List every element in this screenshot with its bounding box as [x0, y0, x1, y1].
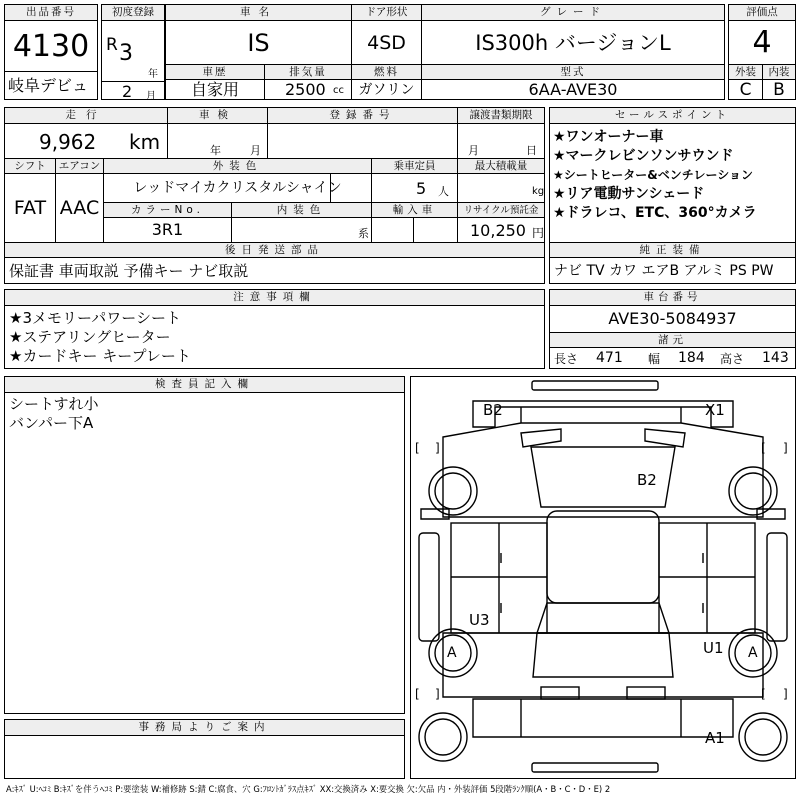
int-color-cell	[231, 218, 371, 242]
capacity-cell	[371, 174, 457, 202]
first-reg-year: 3	[119, 41, 133, 66]
fuel-label: 燃料	[351, 64, 421, 80]
inspection-label: 車検	[167, 108, 267, 124]
bracket-mark: ]	[435, 441, 440, 455]
car-info-box	[165, 4, 725, 100]
transfer-day-unit: 日	[526, 144, 537, 157]
height-value: 143	[762, 350, 789, 366]
door-label: ドア形状	[351, 5, 421, 21]
color-no-label: カラーNo.	[103, 202, 231, 218]
damage-mark-rear: A1	[705, 729, 725, 747]
capacity-label: 乗車定員	[371, 158, 457, 174]
max-load-label: 最大積載量	[457, 158, 544, 174]
inspector-line: バンパー下A	[9, 414, 94, 432]
later-parts-label: 後日発送部品	[5, 242, 544, 258]
import-label: 輸入車	[371, 202, 457, 218]
max-load-unit: kg	[532, 186, 544, 197]
notes-list	[9, 309, 539, 367]
plate-label: 登録番号	[267, 108, 457, 124]
model-value: 6AA-AVE30	[421, 80, 724, 100]
bracket-mark: ]	[783, 441, 788, 455]
aircon-label: エアコン	[55, 158, 103, 174]
sales-point-item: ★ドラレコ、ETC、360°カメラ	[553, 205, 757, 221]
specs-row	[550, 348, 795, 368]
damage-mark-right-door: U1	[703, 639, 724, 657]
equipment-label: 純正装備	[550, 242, 795, 258]
transfer-cell	[457, 124, 544, 158]
grade-label: グレード	[421, 5, 724, 21]
exterior-label: 外装	[729, 64, 762, 80]
notes-label: 注意事項欄	[5, 290, 544, 306]
length-label: 長さ	[554, 352, 579, 366]
damage-mark-right-wheel: A	[748, 645, 758, 661]
shift-label: シフト	[5, 158, 55, 174]
width-label: 幅	[648, 352, 661, 366]
sales-point-item: ★シートヒーター&ベンチレーション	[553, 168, 754, 182]
lot-number: 4130	[12, 29, 90, 64]
color-no-value: 3R1	[103, 218, 231, 242]
bracket-mark: ]	[783, 687, 788, 701]
legend-text: A:ｷｽﾞ U:ﾍｺﾐ B:ｷｽﾞを伴うﾍｺﾐ P:要塗装 W:補修跡 S:錆 C:腐食、穴 G:ﾌﾛﾝﾄｶﾞﾗｽ点ｷｽﾞ XX:交換済み X:要交換 欠:欠品 内・外装評価 5段階ﾗﾝｸ順(A・B・C・D・E) 2	[6, 784, 611, 794]
ext-color-value: レッドマイカクリスタルシャイン	[103, 174, 371, 202]
mileage-cell	[5, 124, 167, 158]
note-item: ★3メモリーパワーシート	[9, 309, 181, 327]
score-label: 評価点	[729, 5, 795, 21]
transfer-label: 譲渡書類期限	[457, 108, 544, 124]
first-reg-month: 2	[122, 83, 133, 101]
score-value: 4	[752, 25, 772, 60]
height-label: 高さ	[720, 352, 745, 366]
vehicle-detail-box	[4, 107, 545, 284]
history-value: 自家用	[190, 80, 239, 99]
model-label: 型式	[421, 64, 724, 80]
aircon-value: AAC	[55, 174, 103, 242]
inspection-cell	[167, 124, 267, 158]
later-parts-value: 保証書 車両取説 予備キー ナビ取説	[9, 262, 249, 280]
grade-value: IS300h バージョンL	[421, 21, 724, 65]
displacement-unit: cc	[333, 85, 344, 96]
chassis-value: AVE30-5084937	[608, 309, 737, 328]
history-label: 車歴	[166, 64, 264, 80]
max-load-cell	[457, 174, 544, 202]
damage-diagram	[410, 376, 796, 779]
sales-points-label: セールスポイント	[550, 108, 795, 124]
inspector-box	[4, 376, 405, 714]
damage-mark-front-right: X1	[705, 401, 725, 419]
import-divider	[413, 218, 414, 242]
sales-points-list	[553, 128, 795, 242]
shift-value: FAT	[13, 197, 47, 219]
sales-point-item: ★マークレビンソンサウンド	[553, 148, 734, 164]
note-item: ★カードキー キープレート	[9, 347, 191, 365]
capacity-value: 5	[416, 179, 427, 198]
damage-mark-left-wheel: A	[447, 645, 457, 661]
displacement-cell	[264, 80, 351, 100]
era-letter: R	[106, 35, 118, 55]
recycle-unit: 円	[532, 226, 544, 240]
sales-points-box	[549, 107, 796, 284]
bracket-mark: ]	[435, 687, 440, 701]
venue-name: 岐阜デビュ	[5, 71, 97, 99]
int-color-label: 内装色	[231, 202, 371, 218]
bracket-mark: [	[415, 441, 420, 455]
chassis-label: 車台番号	[550, 290, 795, 306]
specs-label: 諸元	[550, 332, 795, 348]
lot-box	[4, 4, 98, 100]
displacement-label: 排気量	[264, 64, 351, 80]
ext-color-label: 外装色	[103, 158, 371, 174]
year-unit: 年	[148, 69, 158, 79]
recycle-cell	[457, 218, 544, 242]
interior-label: 内装	[762, 64, 795, 80]
first-reg-box	[101, 4, 165, 100]
exterior-grade: C	[739, 80, 752, 100]
bracket-mark: [	[415, 687, 420, 701]
damage-mark-front-left: B2	[483, 401, 503, 419]
first-reg-label: 初度登録	[102, 5, 164, 21]
car-outline	[411, 377, 795, 778]
displacement-value: 2500	[285, 80, 326, 99]
bracket-mark: [	[761, 441, 766, 455]
ext-color-end	[330, 174, 331, 202]
mileage-unit: km	[129, 130, 161, 154]
notes-box	[4, 289, 545, 369]
sales-point-item: ★リア電動サンシェード	[553, 186, 705, 202]
recycle-value: 10,250	[470, 221, 526, 240]
import-cell	[371, 218, 457, 242]
mileage-value: 9,962	[39, 130, 97, 154]
chassis-box	[549, 289, 796, 369]
width-value: 184	[678, 350, 705, 366]
car-name-label: 車名	[166, 5, 351, 21]
plate-cell	[267, 124, 457, 158]
month-unit: 月	[146, 91, 156, 101]
inspector-lines	[9, 395, 399, 455]
bracket-mark: [	[761, 687, 766, 701]
office-label: 事務局よりご案内	[5, 720, 404, 736]
int-color-unit: 系	[358, 227, 369, 240]
score-box	[728, 4, 796, 100]
lot-label: 出品番号	[5, 5, 97, 21]
transfer-month-unit: 月	[468, 144, 479, 157]
inspector-label: 検査員記入欄	[5, 377, 404, 393]
equipment-value: ナビ TV カワ エアB アルミ PS PW	[554, 263, 774, 279]
car-name-value: IS	[247, 29, 270, 57]
length-value: 471	[596, 350, 623, 366]
fuel-value: ガソリン	[351, 80, 421, 100]
inspection-year-unit: 年	[210, 144, 221, 157]
interior-grade: B	[762, 80, 795, 100]
damage-mark-left-door: U3	[469, 611, 490, 629]
office-box	[4, 719, 405, 779]
inspector-line: シートすれ小	[9, 395, 99, 413]
capacity-unit: 人	[438, 185, 449, 198]
door-value: 4SD	[351, 21, 421, 65]
note-item: ★ステアリングヒーター	[9, 328, 171, 346]
inspection-month-unit: 月	[250, 144, 261, 157]
damage-mark-hood: B2	[637, 471, 657, 489]
recycle-label: リサイクル預託金	[457, 202, 544, 218]
mileage-label: 走行	[5, 108, 167, 124]
sales-point-item: ★ワンオーナー車	[553, 129, 664, 145]
